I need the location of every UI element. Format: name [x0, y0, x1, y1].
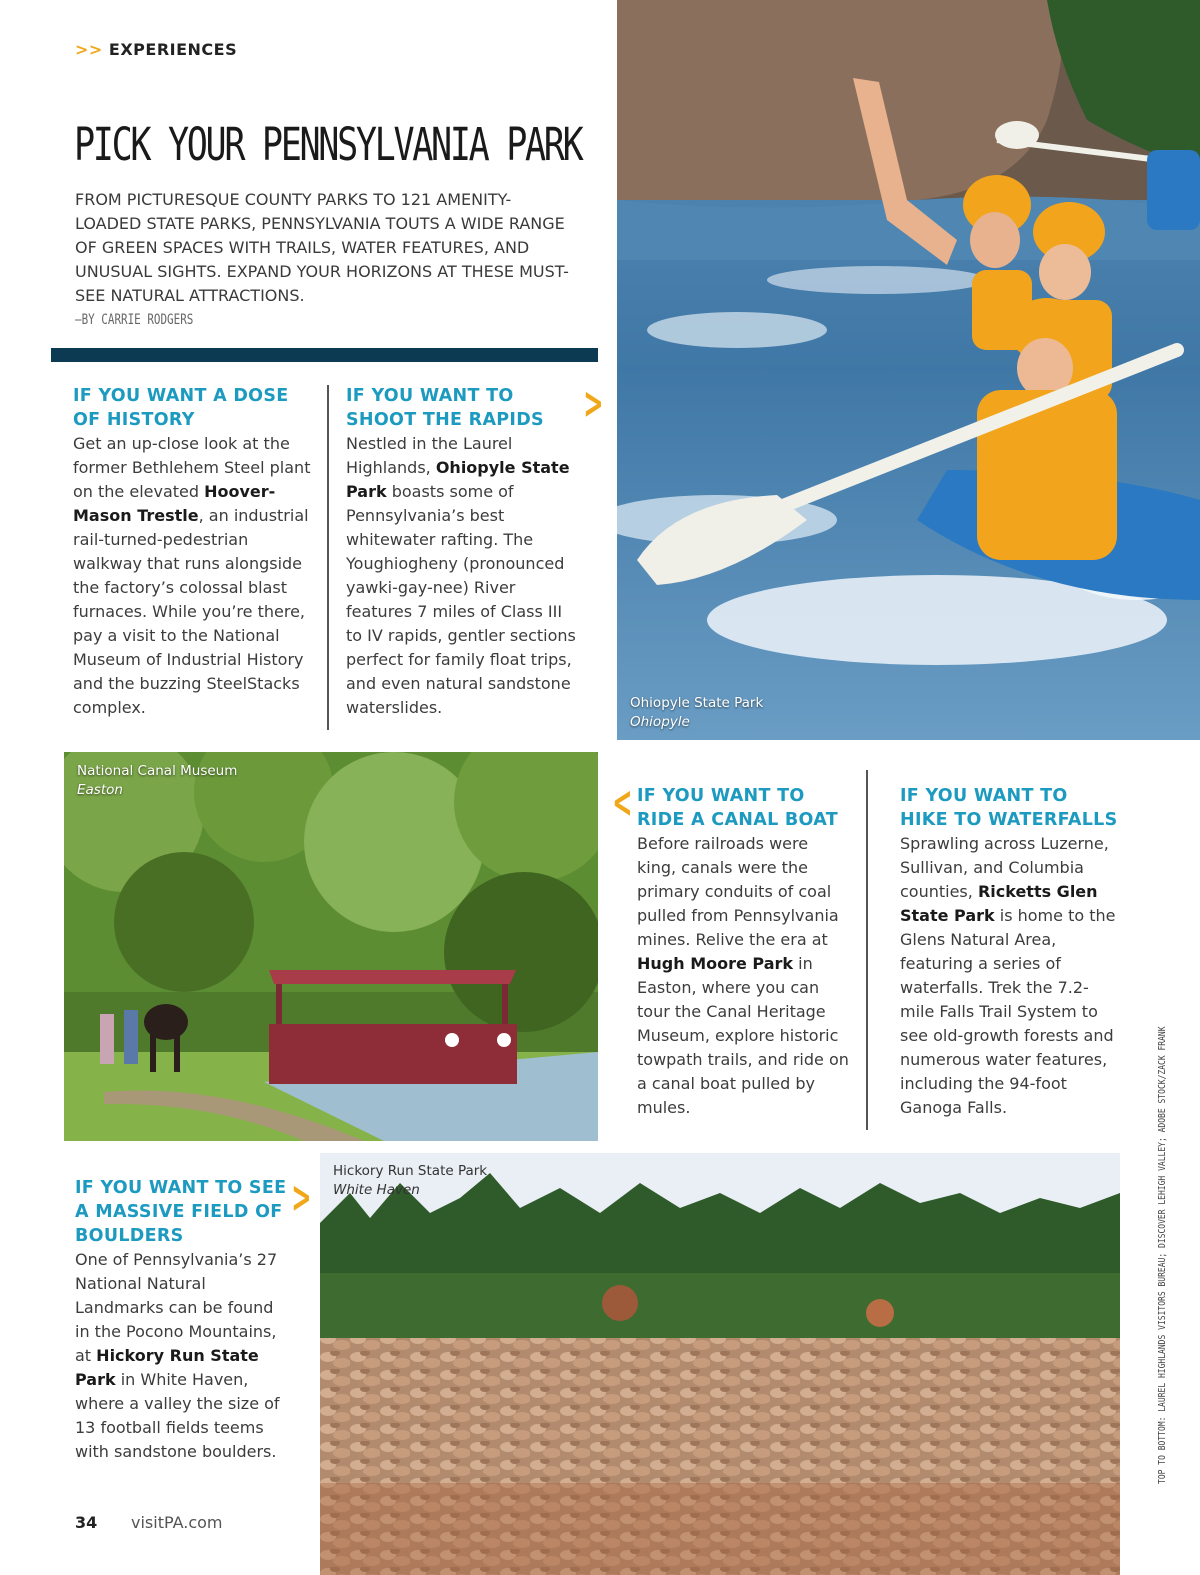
- arrow-right-icon: >: [291, 1172, 312, 1223]
- waterfalls-heading: IF YOU WANT TO HIKE TO WATERFALLS: [900, 786, 1118, 830]
- history-heading: IF YOU WANT A DOSE OF HISTORY: [73, 386, 289, 430]
- boulders-heading: IF YOU WANT TO SEE A MASSIVE FIELD OF BOULDERS: [75, 1178, 287, 1246]
- arrow-left-icon: <: [612, 777, 633, 828]
- column-divider: [866, 770, 868, 1130]
- column-divider: [327, 385, 329, 730]
- rafting-illustration: [617, 0, 1200, 740]
- history-body: Get an up-close look at the former Bethlehem Steel plant on the elevated Hoover-Mason Trestle, an industrial rail-turned-pedestrian walkway that runs alongside the factory’s colossal blast furnaces. While you’re there, pay a visit to the National Museum of Industrial History and the buzzing SteelStacks complex.: [73, 434, 311, 717]
- double-chevron-icon: >>: [75, 40, 103, 59]
- waterfalls-body: Sprawling across Luzerne, Sullivan, and Columbia counties, Ricketts Glen State Park is home to the Glens Natural Area, featuring a series of waterfalls. Trek the 7.2-mile Falls Trail System to see old-growth forests and numerous water features, including the 94-foot Ganoga Falls.: [900, 834, 1116, 1117]
- canal-boat-photo: [64, 752, 598, 1141]
- boulder-field-illustration: [320, 1153, 1120, 1575]
- boulder-caption: Hickory Run State Park White Haven: [333, 1163, 488, 1198]
- arrow-right-icon: >: [583, 378, 604, 429]
- hugh-moore-park: Hugh Moore Park: [637, 954, 794, 973]
- section-label: [75, 40, 237, 59]
- divider-bar: [51, 348, 598, 362]
- boulders-body: One of Pennsylvania’s 27 National Natural Landmarks can be found in the Pocono Mountains, at Hickory Run State Park in White Haven, where a valley the size of 13 football fields teems with sandstone boulders.: [75, 1250, 280, 1461]
- boulders-section: [75, 1176, 290, 1464]
- boulder-field-photo: [320, 1153, 1120, 1575]
- canal-illustration: [64, 752, 598, 1141]
- canal-caption: National Canal Museum Easton: [77, 763, 238, 798]
- history-section: [73, 384, 318, 720]
- intro-text: FROM PICTURESQUE COUNTY PARKS TO 121 AMENITY-LOADED STATE PARKS, PENNSYLVANIA TOUTS A WIDE RANGE OF GREEN SPACES WITH TRAILS, WATER FEATURES, AND UNUSUAL SIGHTS. EXPAND YOUR HORIZONS AT THESE MUST-SEE NATURAL ATTRACTIONS.: [75, 190, 569, 305]
- photo-credit: TOP TO BOTTOM: LAUREL HIGHLANDS VISITORS BUREAU; DISCOVER LEHIGH VALLEY; ADOBE STOCK/ZACK FRANK: [1157, 1026, 1168, 1484]
- rapids-body: Nestled in the Laurel Highlands, Ohiopyle State Park boasts some of Pennsylvania’s best whitewater rafting. The Youghiogheny (pronounced yawki-gay-nee) River features 7 miles of Class III to IV rapids, gentler sections perfect for family float trips, and even natural sandstone waterslides.: [346, 434, 576, 717]
- byline: —BY CARRIE RODGERS: [75, 312, 194, 328]
- site-link[interactable]: visitPA.com: [131, 1513, 223, 1532]
- waterfalls-section: [900, 784, 1120, 1120]
- section-label-text: EXPERIENCES: [108, 40, 238, 59]
- page-number: 34: [75, 1513, 98, 1532]
- ricketts-glen-state-park: Ricketts Glen State Park: [900, 882, 1098, 925]
- hickory-run-state-park: Hickory Run State Park: [75, 1346, 259, 1389]
- rapids-heading: IF YOU WANT TO SHOOT THE RAPIDS: [346, 386, 544, 430]
- canal-body: Before railroads were king, canals were the primary conduits of coal pulled from Pennsylvania mines. Relive the era at Hugh Moore Park in Easton, where you can tour the Canal Heritage Museum, explore historic towpath trails, and ride on a canal boat pulled by mules.: [637, 834, 849, 1117]
- rapids-section: [346, 384, 576, 720]
- rafting-caption: Ohiopyle State Park Ohiopyle: [630, 695, 764, 730]
- canal-heading: IF YOU WANT TO RIDE A CANAL BOAT: [637, 786, 838, 830]
- hoover-mason-trestle: Hoover-Mason Trestle: [73, 482, 276, 525]
- canal-section: [637, 784, 852, 1120]
- ohiopyle-state-park: Ohiopyle State Park: [346, 458, 570, 501]
- rafting-photo: [617, 0, 1200, 740]
- page-title: PICK YOUR PENNSYLVANIA PARK: [74, 118, 582, 171]
